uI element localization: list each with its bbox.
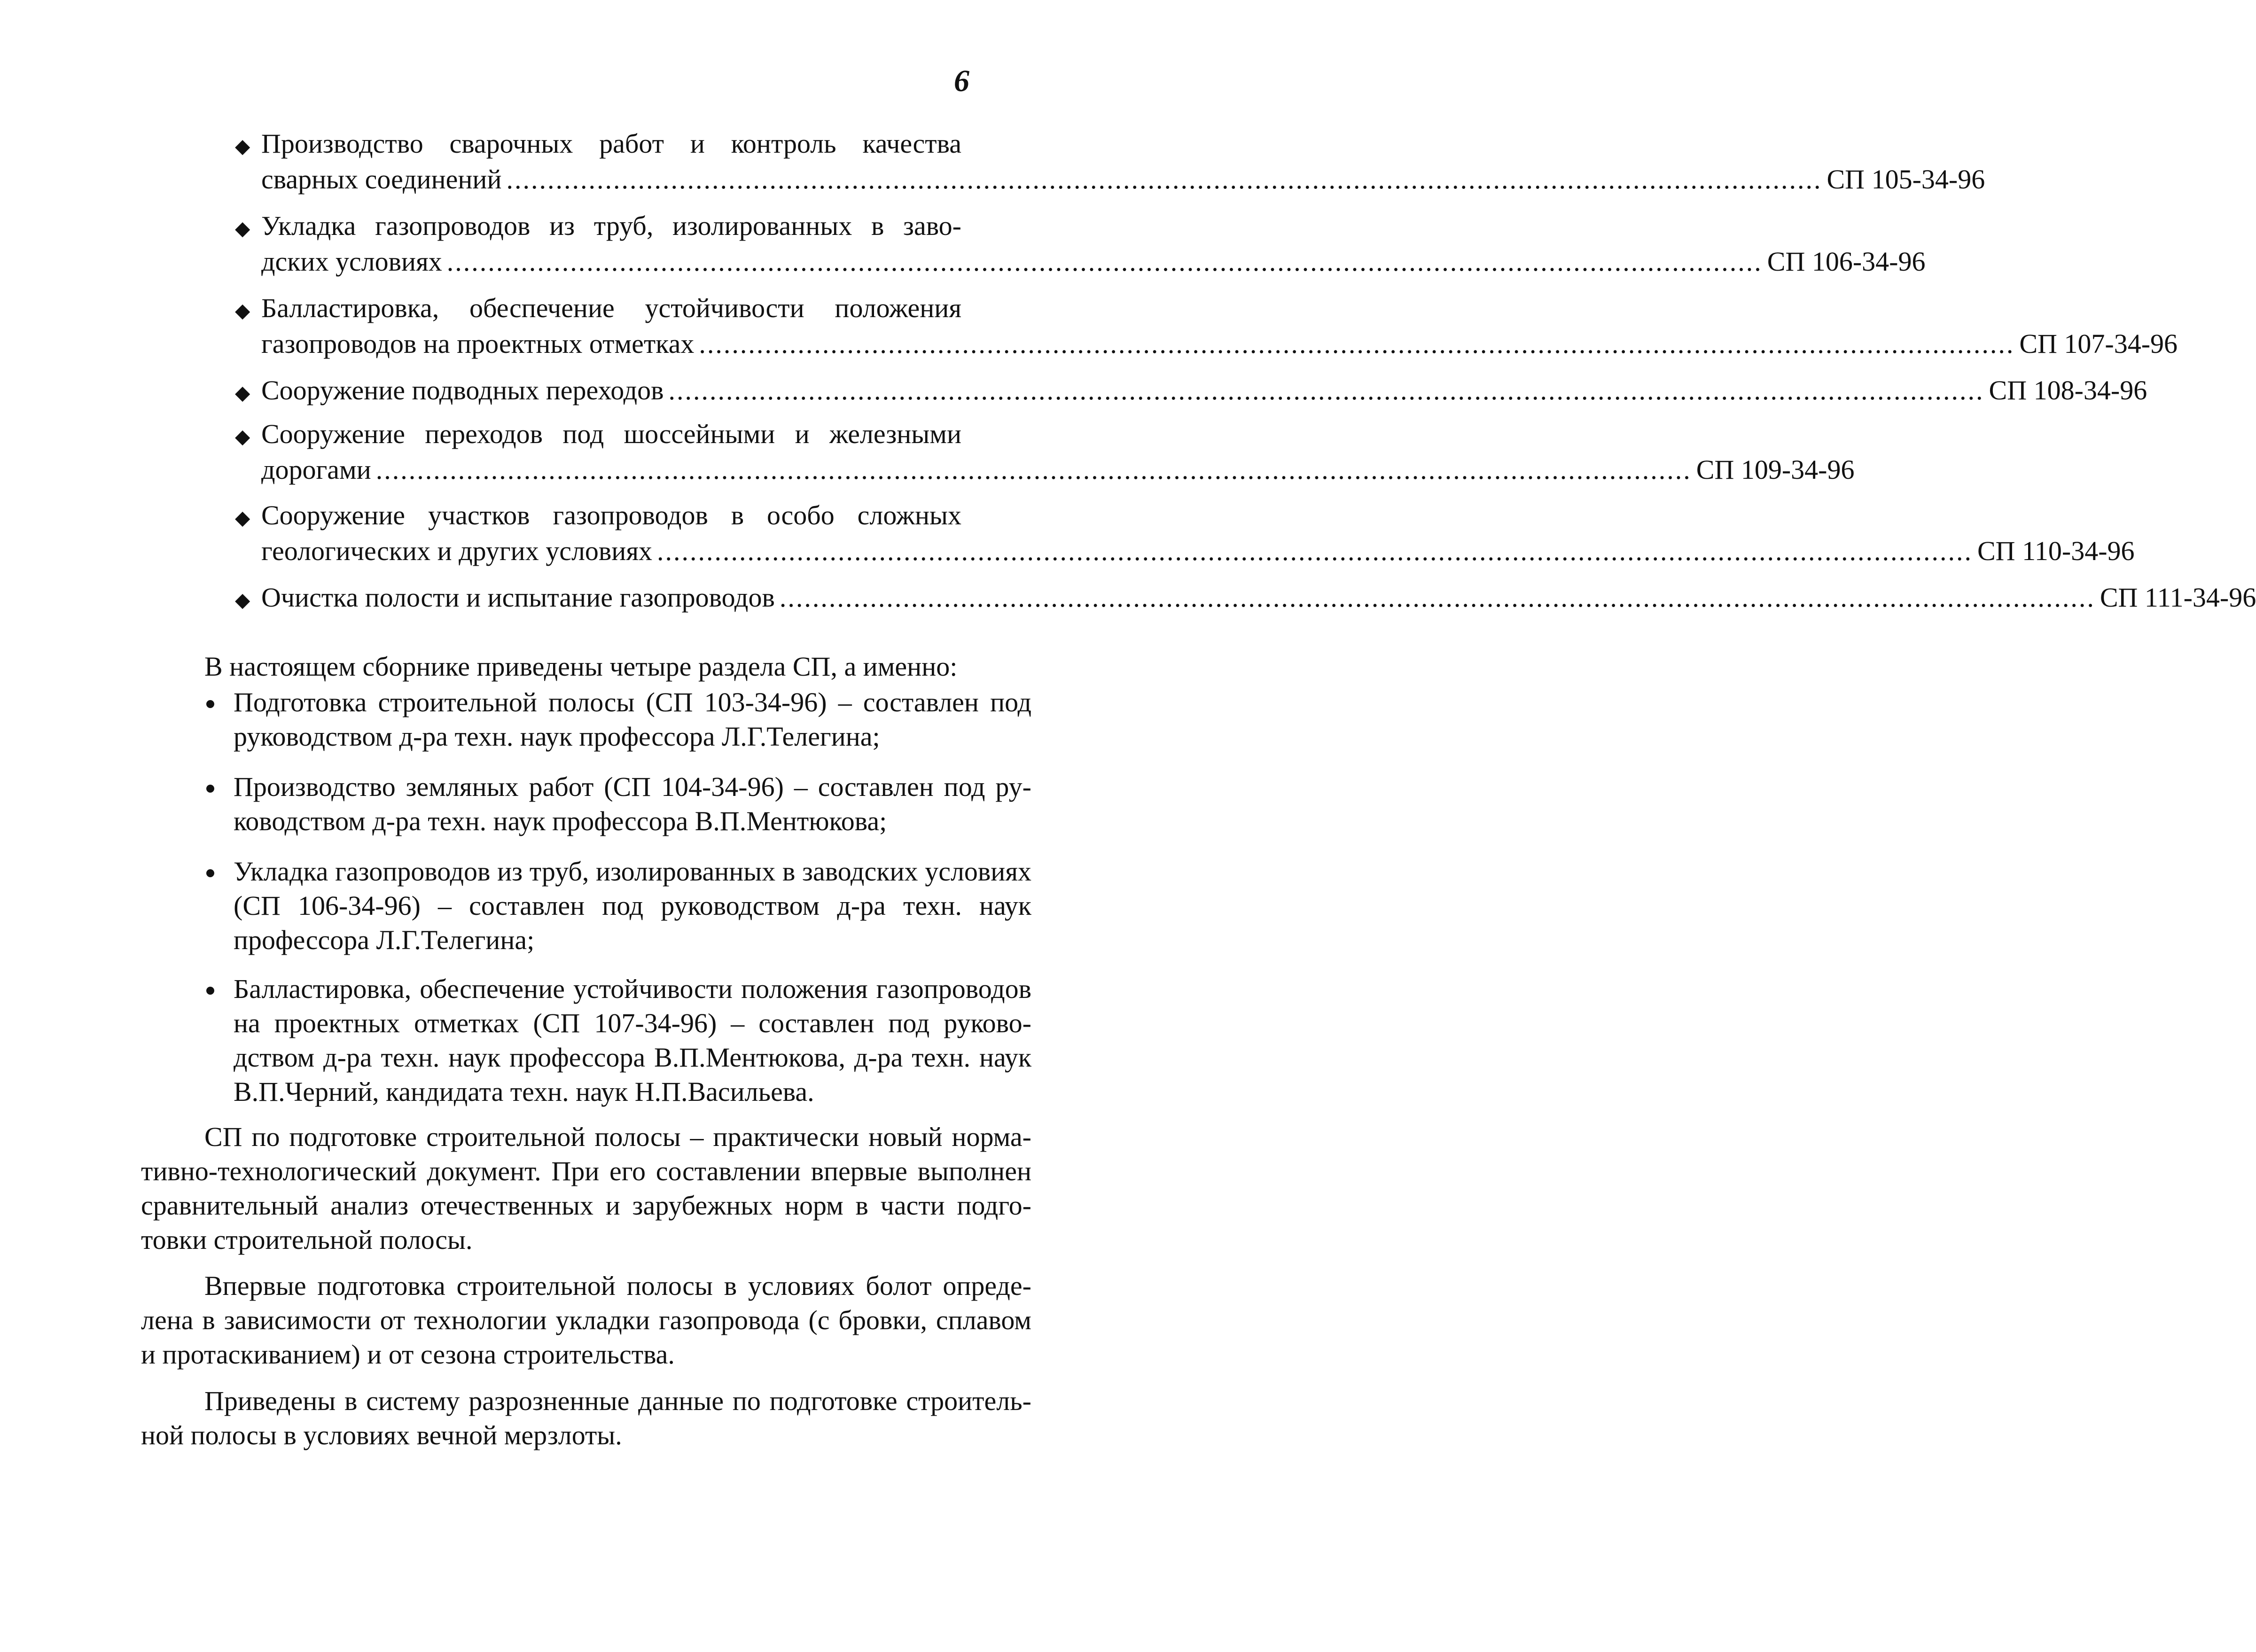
bullet-dot-icon — [206, 869, 214, 877]
toc-item-entry-line — [261, 328, 2178, 359]
toc-item-entry-line — [261, 582, 2256, 613]
toc-leader-dots: ................................................................................................................................................................ — [506, 164, 1822, 195]
diamond-bullet-icon: ◆ — [235, 136, 250, 157]
toc-item-title-end: сварных соединений — [261, 164, 502, 195]
toc-leader-dots: ................................................................................................................................................................ — [699, 328, 2015, 359]
toc-item-title-line: Балластировка, обеспечение устойчивости положения — [261, 293, 961, 323]
toc-leader-dots: ................................................................................................................................................................ — [668, 375, 1984, 405]
bullet-dot-icon — [206, 700, 214, 708]
toc-item-title-end: газопроводов на проектных отметках — [261, 328, 695, 359]
paragraph: Впервые подготовка строительной полосы в условиях болот определена в зависимости от технологии укладки газопровода (с бровки, сплавом и протаскиванием) и от сезона строительства. — [141, 1270, 1031, 1370]
list-item-text: Укладка газопроводов из труб, изолированных в заводских условиях (СП 106-34-96) – составлен под руководством д-ра техн. наук профессора Л.Г.Телегина; — [234, 856, 1031, 955]
bullet-dot-icon — [206, 785, 214, 793]
toc-leader-dots: ................................................................................................................................................................ — [446, 246, 1763, 277]
toc-leader-dots: ................................................................................................................................................................ — [779, 582, 2095, 613]
toc-item-code: СП 109-34-96 — [1696, 454, 1855, 485]
toc-item-title-end: геологических и других условиях — [261, 536, 652, 566]
toc-leader-dots: ................................................................................................................................................................ — [375, 454, 1692, 485]
toc-item-title-end: дорогами — [261, 454, 371, 485]
diamond-bullet-icon: ◆ — [235, 218, 250, 240]
intro-sentence: В настоящем сборнике приведены четыре раздела СП, а именно: — [204, 651, 958, 682]
list-item-text: Подготовка строительной полосы (СП 103-34-96) – составлен под руководством д-ра техн. наук профессора Л.Г.Телегина; — [234, 687, 1031, 752]
toc-item-code: СП 105-34-96 — [1827, 164, 1985, 195]
diamond-bullet-icon: ◆ — [235, 300, 250, 322]
toc-item-code: СП 106-34-96 — [1767, 246, 1926, 277]
toc-item-code: СП 107-34-96 — [2019, 328, 2178, 359]
list-item-text: Балластировка, обеспечение устойчивости положения газопроводов на проектных отметках (СП 107-34-96) – составлен под руководством д-ра техн. наук профессора В.П.Ментюкова, д-ра техн. наук В.П.Черний, кандидата техн. наук Н.П.Васильева. — [234, 974, 1031, 1107]
toc-item-entry-line — [261, 246, 1926, 277]
paragraph: СП по подготовке строительной полосы – практически новый нормативно-технологический документ. При его составлении впервые выполнен сравнительный анализ отечественных и зарубежных норм в части подготовки строительной полосы. — [141, 1122, 1031, 1255]
toc-item-title-end: Сооружение подводных переходов — [261, 375, 664, 405]
diamond-bullet-icon: ◆ — [235, 590, 250, 611]
toc-item-entry-line — [261, 164, 1985, 195]
toc-item-title-line: Укладка газопроводов из труб, изолированных в заво- — [261, 210, 961, 241]
toc-item-title-end: дских условиях — [261, 246, 442, 277]
toc-item-code: СП 110-34-96 — [1977, 536, 2135, 566]
toc-item-title-line: Сооружение участков газопроводов в особо сложных — [261, 500, 961, 530]
page-number: 6 — [954, 64, 969, 98]
diamond-bullet-icon: ◆ — [235, 382, 250, 404]
toc-item-entry-line — [261, 536, 2135, 566]
toc-item-entry-line — [261, 375, 2147, 405]
list-item-text: Производство земляных работ (СП 104-34-96) – составлен под руководством д-ра техн. наук профессора В.П.Ментюкова; — [234, 771, 1031, 836]
diamond-bullet-icon: ◆ — [235, 507, 250, 529]
toc-item-title-end: Очистка полости и испытание газопроводов — [261, 582, 775, 613]
toc-item-title-line: Сооружение переходов под шоссейными и железными — [261, 419, 961, 449]
toc-leader-dots: ................................................................................................................................................................ — [657, 536, 1973, 566]
toc-item-code: СП 108-34-96 — [1989, 375, 2147, 405]
diamond-bullet-icon: ◆ — [235, 426, 250, 448]
toc-item-code: СП 111-34-96 — [2100, 582, 2256, 613]
paragraph: Приведены в систему разрозненные данные по подготовке строительной полосы в условиях вечной мерзлоты. — [141, 1386, 1031, 1450]
bullet-dot-icon — [206, 987, 214, 995]
toc-item-title-line: Производство сварочных работ и контроль качества — [261, 128, 961, 159]
toc-item-entry-line — [261, 454, 1855, 485]
